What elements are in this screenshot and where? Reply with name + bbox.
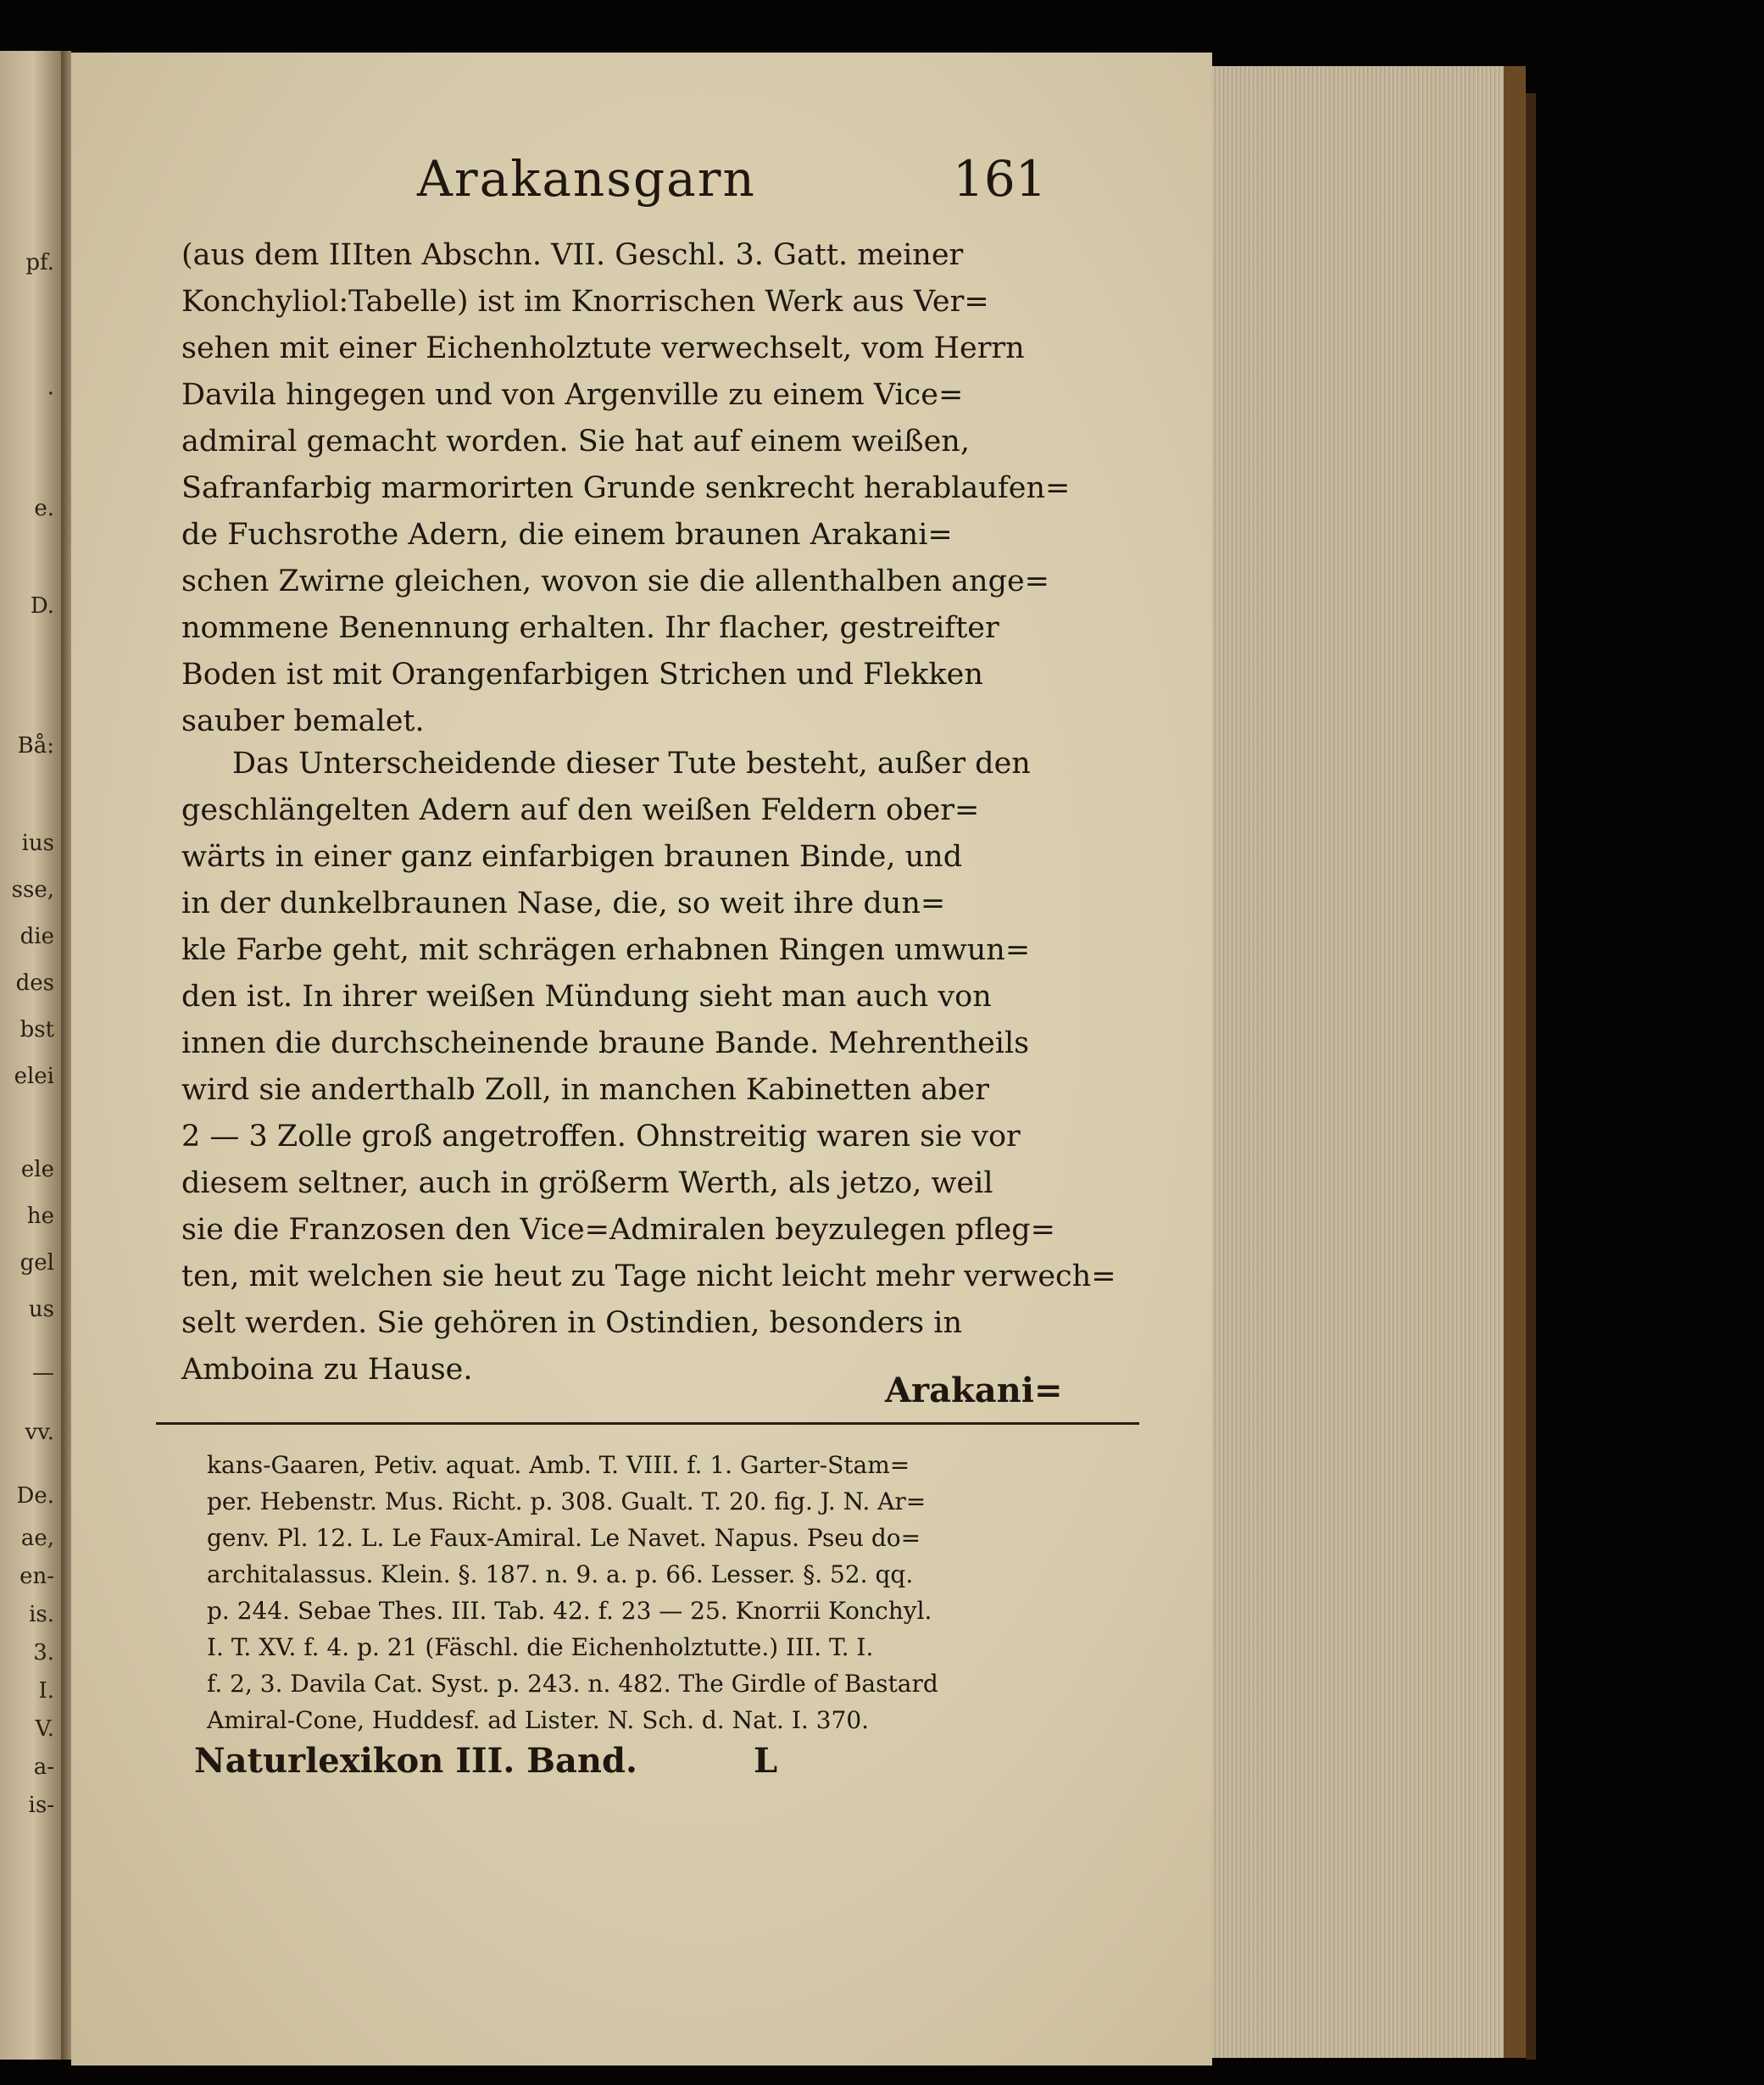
text-line: de Fuchsrothe Adern, die einem braunen Arakani= bbox=[181, 518, 953, 552]
left-fragment: en- bbox=[19, 1564, 54, 1589]
footnote-line: genv. Pl. 12. L. Le Faux-Amiral. Le Navet. Napus. Pseu do= bbox=[207, 1524, 921, 1552]
page-block-edges bbox=[1212, 66, 1526, 2058]
left-fragment: us bbox=[28, 1297, 54, 1322]
footnote bbox=[207, 1447, 1122, 1738]
footnote-line: kans-Gaaren, Petiv. aquat. Amb. T. VIII. f. 1. Garter-Stam= bbox=[207, 1451, 910, 1479]
left-fragment: · bbox=[47, 381, 54, 407]
left-fragment: a- bbox=[33, 1754, 54, 1780]
book-cover-edge bbox=[1526, 93, 1536, 2060]
text-line: innen die durchscheinende braune Bande. Mehrentheils bbox=[181, 1026, 1030, 1060]
left-fragment: des bbox=[15, 970, 54, 996]
text-line: sauber bemalet. bbox=[181, 704, 425, 738]
left-fragment: ae, bbox=[20, 1526, 54, 1551]
left-fragment: he bbox=[26, 1204, 54, 1229]
text-line: wird sie anderthalb Zoll, in manchen Kabinetten aber bbox=[181, 1073, 989, 1107]
left-fragment: sse, bbox=[11, 877, 54, 903]
footnote-line: I. T. XV. f. 4. p. 21 (Fäschl. die Eichenholztutte.) III. T. I. bbox=[207, 1633, 874, 1661]
text-line: Boden ist mit Orangenfarbigen Strichen und Flekken bbox=[181, 658, 983, 692]
text-line: (aus dem IIIten Abschn. VII. Geschl. 3. Gatt. meiner bbox=[181, 238, 964, 272]
text-line: kle Farbe geht, mit schrägen erhabnen Ringen umwun= bbox=[181, 933, 1031, 967]
left-fragment: e. bbox=[34, 496, 54, 521]
text-line: wärts in einer ganz einfarbigen braunen Binde, und bbox=[181, 840, 963, 874]
text-line: diesem seltner, auch in größerm Werth, als jetzo, weil bbox=[181, 1166, 993, 1200]
text-line: den ist. In ihrer weißen Mündung sieht man auch von bbox=[181, 980, 992, 1014]
footnote-line: f. 2, 3. Davila Cat. Syst. p. 243. n. 482. The Girdle of Bastard bbox=[207, 1670, 938, 1698]
left-fragment: ele bbox=[20, 1157, 54, 1182]
text-line: nommene Benennung erhalten. Ihr flacher, gestreifter bbox=[181, 611, 999, 645]
left-fragment: De. bbox=[16, 1483, 54, 1509]
footnote-line: architalassus. Klein. §. 187. n. 9. a. p. 66. Lesser. §. 52. qq. bbox=[207, 1560, 914, 1588]
left-fragment: vv. bbox=[25, 1420, 54, 1445]
footnote-line: p. 244. Sebae Thes. III. Tab. 42. f. 23 — 25. Knorrii Konchyl. bbox=[207, 1597, 932, 1625]
paragraph-1 bbox=[181, 232, 1131, 745]
text-line: sehen mit einer Eichenholztute verwechselt, vom Herrn bbox=[181, 331, 1025, 365]
left-fragment: V. bbox=[35, 1716, 54, 1742]
left-fragment: is- bbox=[28, 1793, 54, 1818]
footnote-line: per. Hebenstr. Mus. Richt. p. 308. Gualt. T. 20. fig. J. N. Ar= bbox=[207, 1487, 927, 1515]
left-fragment: I. bbox=[38, 1678, 54, 1704]
text-line: Konchyliol:Tabelle) ist im Knorrischen Werk aus Ver= bbox=[181, 285, 989, 319]
text-line: sie die Franzosen den Vice=Admiralen beyzulegen pfleg= bbox=[181, 1213, 1055, 1247]
text-line: schen Zwirne gleichen, wovon sie die allenthalben ange= bbox=[181, 564, 1050, 598]
text-line: admiral gemacht worden. Sie hat auf einem weißen, bbox=[181, 425, 970, 459]
running-head: Arakansgarn bbox=[417, 150, 756, 208]
left-fragment: D. bbox=[30, 593, 54, 619]
left-fragment: gel bbox=[19, 1250, 54, 1276]
left-fragment: is. bbox=[29, 1602, 54, 1627]
footnote-rule bbox=[156, 1422, 1139, 1425]
footnote-line: Amiral-Cone, Huddesf. ad Lister. N. Sch. d. Nat. I. 370. bbox=[207, 1706, 870, 1734]
left-fragment: pf. bbox=[25, 250, 54, 275]
left-fragment: — bbox=[32, 1360, 54, 1386]
catchword: Arakani= bbox=[885, 1371, 1063, 1410]
left-page-edge bbox=[0, 51, 61, 2060]
left-fragment: elei bbox=[14, 1064, 54, 1089]
signature-mark: L bbox=[754, 1741, 778, 1781]
left-fragment: Bå: bbox=[17, 733, 54, 759]
text-line: Safranfarbig marmorirten Grunde senkrecht herablaufen= bbox=[181, 471, 1071, 505]
text-line: ten, mit welchen sie heut zu Tage nicht leicht mehr verwech= bbox=[181, 1259, 1116, 1293]
left-fragment: ius bbox=[21, 831, 54, 856]
page-number: 161 bbox=[953, 150, 1047, 208]
left-fragment: bst bbox=[19, 1017, 54, 1042]
text-line: in der dunkelbraunen Nase, die, so weit ihre dun= bbox=[181, 887, 946, 920]
text-line: Davila hingegen und von Argenville zu einem Vice= bbox=[181, 378, 964, 412]
paragraph-2 bbox=[181, 741, 1131, 1393]
left-fragment: die bbox=[19, 924, 54, 949]
text-line: Amboina zu Hause. bbox=[181, 1353, 473, 1387]
text-line: Das Unterscheidende dieser Tute besteht, außer den bbox=[232, 747, 1031, 781]
text-line: selt werden. Sie gehören in Ostindien, besonders in bbox=[181, 1306, 963, 1340]
book-gutter bbox=[61, 51, 71, 2060]
text-line: 2 — 3 Zolle groß angetroffen. Ohnstreitig waren sie vor bbox=[181, 1120, 1021, 1154]
text-line: geschlängelten Adern auf den weißen Feldern ober= bbox=[181, 793, 980, 827]
signature-line: Naturlexikon III. Band. bbox=[194, 1741, 637, 1781]
left-fragment: 3. bbox=[33, 1640, 54, 1665]
book-page bbox=[71, 53, 1212, 2066]
